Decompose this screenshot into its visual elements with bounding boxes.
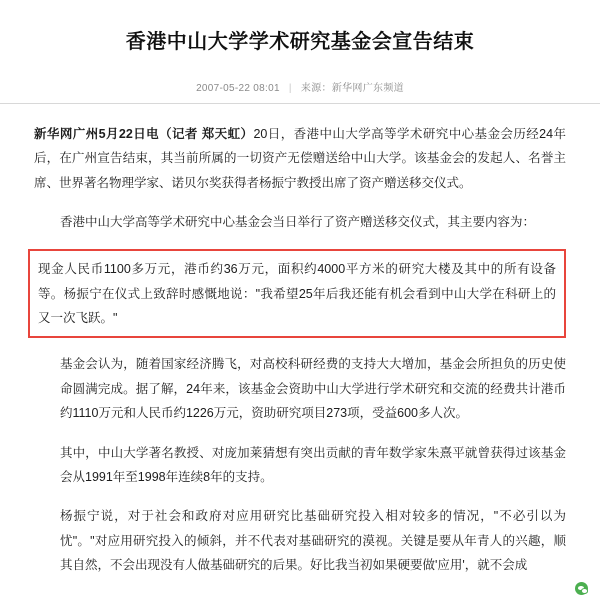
article-page [0, 13, 600, 599]
article-body [0, 104, 600, 578]
highlight-paragraph: 现金人民币1100多万元，港币约36万元，面积约4000平方米的研究大楼及其中的所有设备等。杨振宁在仪式上致辞时感慨地说："我希望25年后我还能有机会看到中山大学在科研上的又一次飞跃。" [38, 262, 556, 326]
lead-dateline: 新华网广州5月22日电（记者 郑天虹） [34, 126, 254, 141]
ceremony-paragraph: 香港中山大学高等学术研究中心基金会当日举行了资产赠送移交仪式，其主要内容为： [60, 214, 536, 229]
foundation-view-paragraph: 基金会认为，随着国家经济腾飞，对高校科研经费的支持大大增加，基金会所担负的历史使命圆满完成。据了解，24年来，该基金会资助中山大学进行学术研究和交流的经费共计港币约1110万元和人民币约1226万元，资助研究项目273项，受益600多人次。 [60, 357, 566, 421]
watermark [575, 582, 592, 595]
lead-text: 20日，香港中山大学高等学术研究中心基金会历经24年后，在广州宣告结束，其当前所属的一切资产无偿赠送给中山大学。该基金会的发起人、名誉主席、世界著名物理学家、诺贝尔奖获得者杨振宁教授出席了资产赠送移交仪式。 [34, 126, 566, 190]
page-title: 香港中山大学学术研究基金会宣告结束 [125, 31, 475, 54]
lead-paragraph [34, 122, 566, 195]
meta-separator: | [288, 82, 292, 94]
highlight-box [28, 249, 566, 338]
source-link[interactable]: 新华网广东频道 [331, 82, 404, 94]
zhuxiping-paragraph: 其中，中山大学著名教授、对庞加莱猜想有突出贡献的青年数学家朱熹平就曾获得过该基金会从1991年至1998年连续8年的支持。 [60, 445, 566, 484]
yangzhenning-quote-paragraph: 杨振宁说，对于社会和政府对应用研究比基础研究投入相对较多的情况，"不必引以为忧"。"对应用研究投入的倾斜，并不代表对基础研究的漠视。关键是要从年青人的兴趣，顺其自然，不会出现没有人做基础研究的后果。好比我当初如果硬要做'应用'，就不会成 [60, 509, 566, 573]
wechat-icon [575, 582, 588, 595]
source-label: 来源： [300, 82, 332, 94]
article-meta [0, 79, 600, 103]
publish-datetime: 2007-05-22 08:01 [196, 82, 280, 94]
